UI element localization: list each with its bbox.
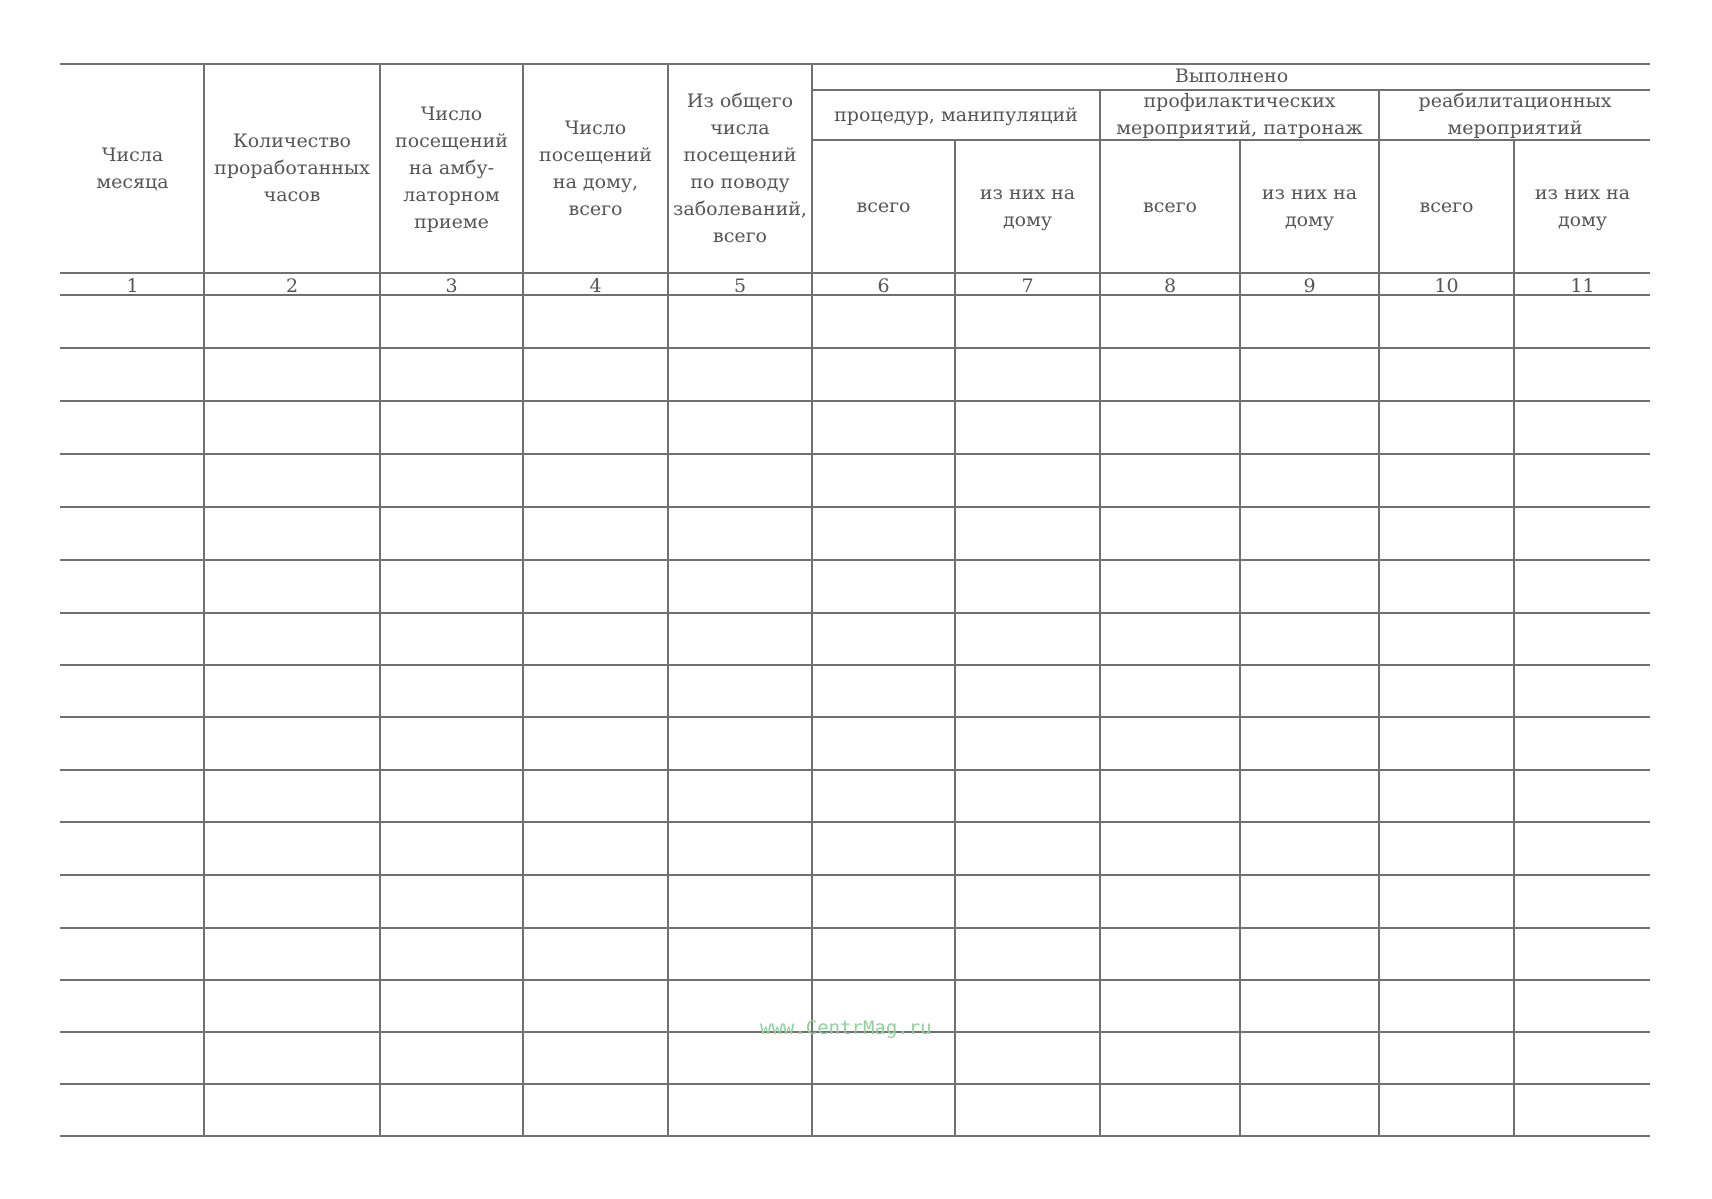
table-row xyxy=(60,400,1650,402)
table-row xyxy=(60,453,1650,455)
column-number-2: 2 xyxy=(285,275,299,297)
column-number-1: 1 xyxy=(126,275,139,297)
table-row xyxy=(60,979,1650,981)
column-number-3: 3 xyxy=(445,275,458,297)
column-number-7: 7 xyxy=(1021,275,1034,297)
header-day-of-month: Числа месяца xyxy=(96,143,169,193)
column-number-10: 10 xyxy=(1434,275,1459,297)
column-number-11: 11 xyxy=(1570,275,1595,297)
table-row xyxy=(60,612,1650,614)
table-row xyxy=(60,716,1650,718)
table-row xyxy=(60,664,1650,666)
watermark: www.CentrMag.ru xyxy=(760,1017,932,1039)
table-row xyxy=(60,874,1650,876)
header-home-visits: Число посещений на дому, всего xyxy=(539,116,652,220)
header-rehab-group: реабилитационных мероприятий xyxy=(1418,90,1612,139)
table-row xyxy=(60,769,1650,771)
header-rehab-total: всего xyxy=(1419,195,1474,217)
header-procedures-group: процедур, манипуляций xyxy=(834,103,1078,126)
header-rehab-home: из них на дому xyxy=(1534,181,1631,231)
table-row xyxy=(60,821,1650,823)
column-number-5: 5 xyxy=(733,275,747,297)
table-row xyxy=(60,927,1650,929)
column-number-4: 4 xyxy=(589,275,602,297)
column-number-6: 6 xyxy=(877,275,890,297)
header-prophylactic-group: профилактических мероприятий, патронаж xyxy=(1116,90,1363,139)
header-outpatient-visits: Число посещений на амбу- латорном приеме xyxy=(395,103,508,233)
header-prophylactic-total: всего xyxy=(1143,195,1197,217)
table-row xyxy=(60,347,1650,349)
header-disease-visits: Из общего числа посещений по поводу заболеваний, всего xyxy=(673,89,807,247)
table-row xyxy=(60,506,1650,508)
header-done: Выполнено xyxy=(1174,64,1289,87)
header-procedures-home: из них на дому xyxy=(979,181,1076,231)
header-hours-worked: Количество проработанных часов xyxy=(214,130,370,206)
column-number-8: 8 xyxy=(1163,275,1177,297)
table-row xyxy=(60,559,1650,561)
column-number-9: 9 xyxy=(1303,275,1316,297)
table-bottom-border xyxy=(60,1135,1650,1137)
header-procedures-total: всего xyxy=(856,195,911,217)
header-bottom-border xyxy=(60,272,1650,274)
header-prophylactic-home: из них на дому xyxy=(1261,181,1358,231)
table-row xyxy=(60,1083,1650,1085)
